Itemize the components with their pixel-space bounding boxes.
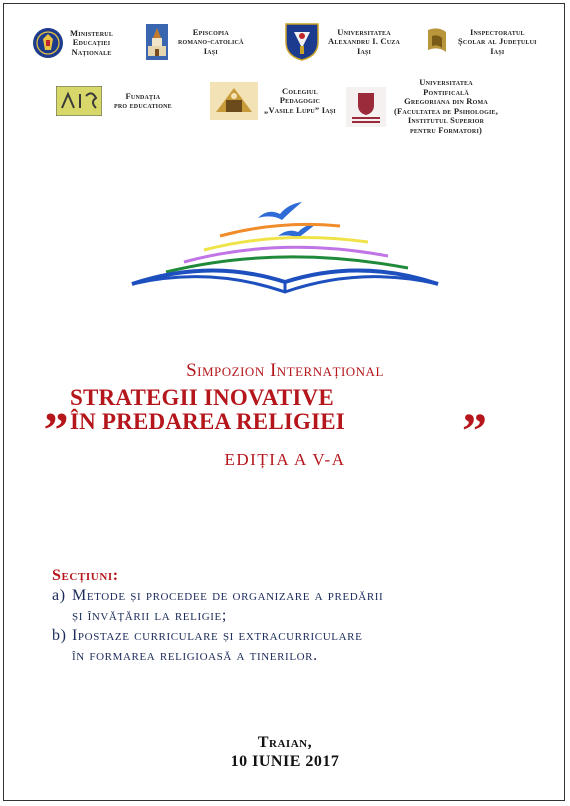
symposium-title: Simpozion Internațional (186, 360, 384, 381)
cathedral-icon (146, 24, 168, 60)
romanian-government-crest-icon (32, 26, 64, 60)
open-quote: „ (44, 376, 69, 432)
partner-cuza-university-name: Universitatea Alexandru I. Cuza Iași (328, 26, 401, 56)
edition-label: EDIȚIA A V-A (224, 450, 346, 469)
section-item-b-label: b) (52, 627, 67, 644)
partner-inspectorate (424, 26, 537, 58)
inspectorate-logo-icon (424, 26, 450, 58)
partner-episcopate (146, 24, 244, 60)
event-place: Traian, (257, 734, 313, 751)
partner-cuza-university (284, 22, 400, 62)
sections-list (52, 566, 383, 666)
section-item-b (52, 626, 383, 666)
event-place-date (0, 733, 570, 771)
gregorian-university-logo-icon (346, 87, 386, 127)
section-item-a (52, 586, 383, 626)
symposium-theme (70, 386, 345, 434)
event-date: 10 IUNIE 2017 (230, 753, 340, 770)
close-quote: ” (462, 402, 487, 458)
book-birds-emblem-icon (130, 196, 440, 296)
partner-gregorian-university-name: Universitatea Pontificală Gregoriana din Roma (Facultatea de Psihologie, Institutul Superior pentru Formatori) (394, 77, 499, 135)
theme-line-2: ÎN PREDAREA RELIGIEI (70, 409, 345, 434)
partner-foundation (56, 86, 172, 116)
section-item-b-line-1: Ipostaze curriculare și extracurriculare (72, 627, 363, 644)
partner-inspectorate-name: Inspectoratul Școlar al Județului Iași (458, 26, 537, 56)
sections-heading: Secțiuni: (52, 567, 119, 584)
partner-ministry-name: Ministerul Educației Naționale (70, 27, 114, 57)
partner-college-name: Colegiul Pedagogic „Vasile Lupu” Iași (264, 85, 336, 115)
section-item-a-line-2: și învățării la religie; (72, 607, 227, 624)
partner-episcopate-name: Episcopia romano-catolică Iași (178, 26, 244, 56)
section-item-a-line-1: Metode și procedee de organizare a predării (72, 587, 384, 604)
partner-college (210, 82, 336, 120)
section-item-a-label: a) (52, 587, 66, 604)
section-item-b-line-2: în formarea religioasă a tinerilor. (72, 647, 318, 664)
theme-line-1: STRATEGII INOVATIVE (70, 385, 334, 410)
partner-foundation-name: Fundația pro educatione (114, 90, 172, 110)
partner-ministry (32, 26, 113, 60)
partner-gregorian-university (346, 78, 498, 135)
university-crest-icon (284, 22, 320, 62)
college-logo-icon (210, 82, 258, 120)
foundation-logo-icon (56, 86, 102, 116)
